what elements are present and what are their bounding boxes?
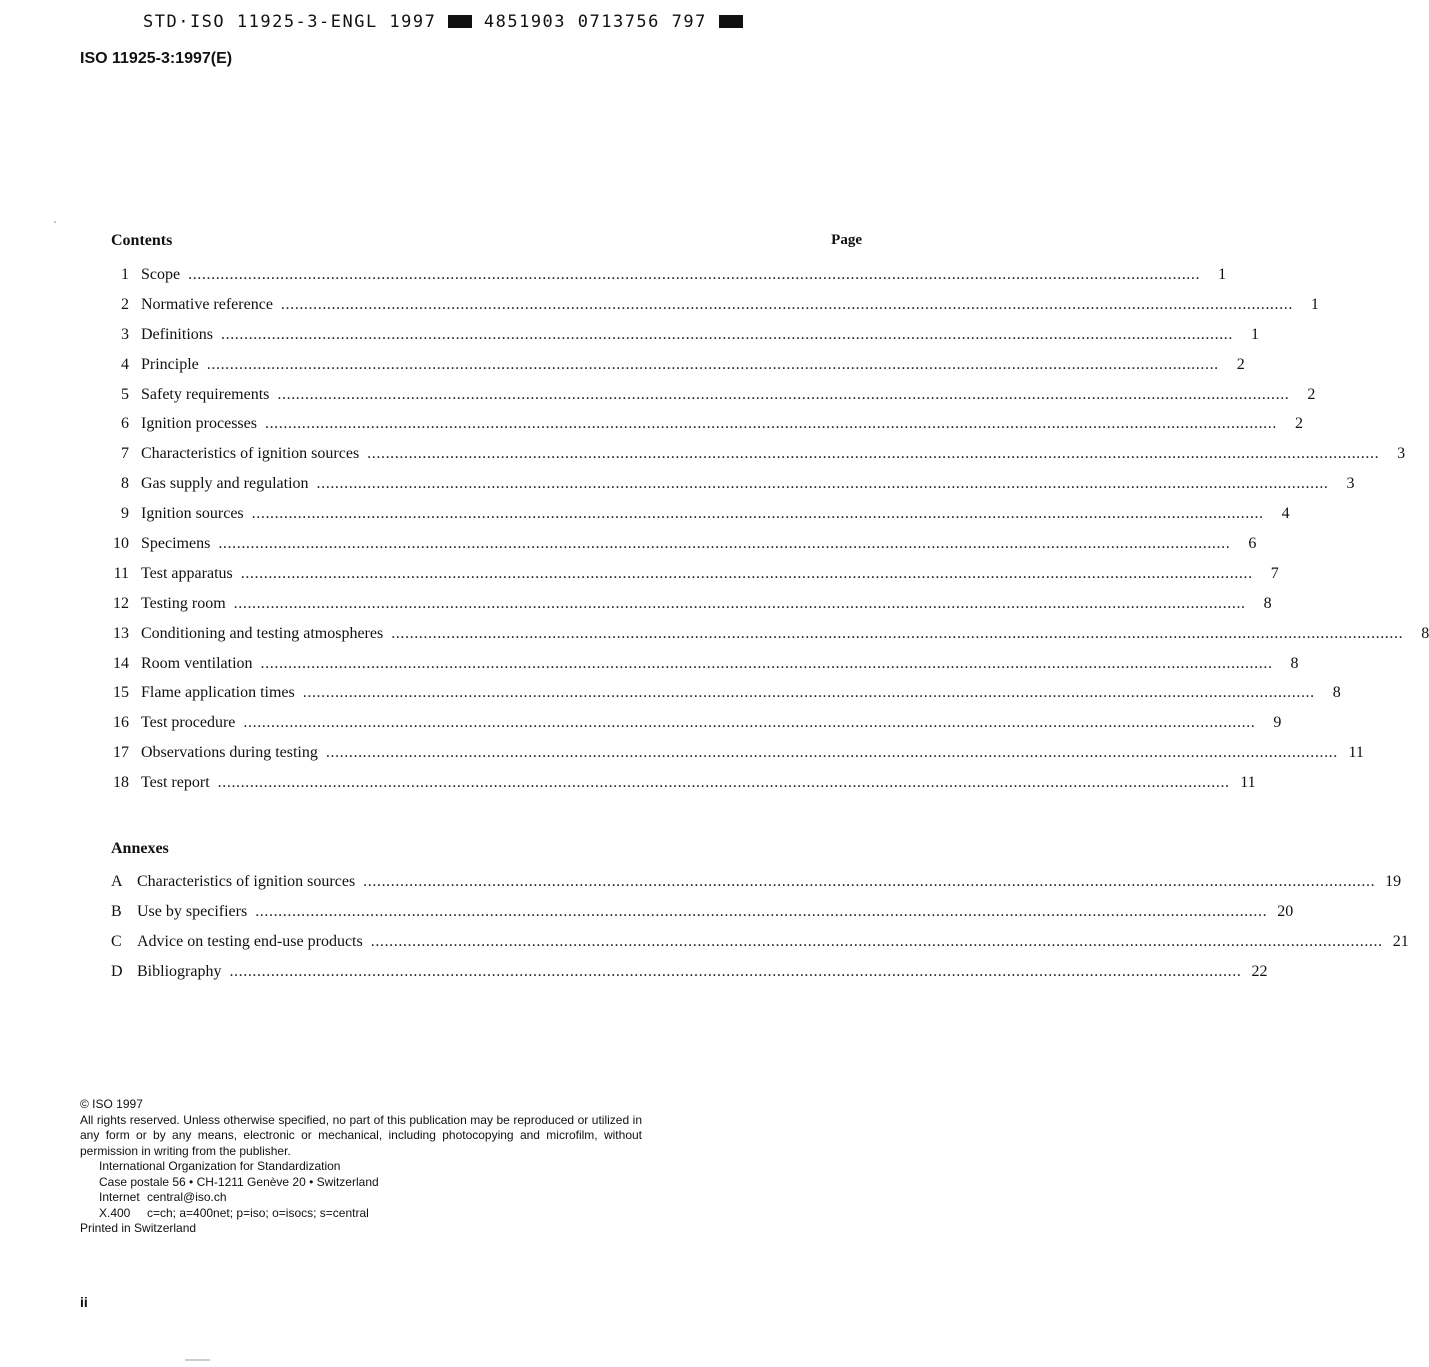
toc-entry-page: 11 bbox=[1348, 744, 1364, 762]
toc-entry-number: 15 bbox=[113, 684, 129, 702]
toc-entry-page: 7 bbox=[1270, 564, 1279, 582]
toc-entry-page: 20 bbox=[1277, 902, 1294, 920]
dot-leader: ............................................................................................................................................................................................................................ bbox=[251, 505, 1264, 523]
toc-entry-title: Characteristics of ignition sources bbox=[141, 445, 360, 463]
dot-leader: ............................................................................................................................................................................................................................ bbox=[260, 654, 1273, 672]
printed-in: Printed in Switzerland bbox=[80, 1221, 197, 1235]
toc-entry-page: 22 bbox=[1251, 962, 1268, 980]
toc-entry-number: 18 bbox=[113, 774, 129, 792]
toc-entry-title: Normative reference bbox=[141, 295, 273, 313]
toc-entry-page: 1 bbox=[1310, 295, 1319, 313]
x400-value: c=ch; a=400net; p=iso; o=isocs; s=central bbox=[147, 1205, 369, 1220]
page-number: ii bbox=[80, 1294, 88, 1310]
toc-entry-number: 2 bbox=[121, 295, 129, 313]
toc-entry-title: Specimens bbox=[141, 535, 211, 553]
toc-entry-number: 5 bbox=[121, 385, 129, 403]
toc-entry-number: 11 bbox=[113, 564, 129, 582]
toc-entry-number: 1 bbox=[121, 266, 129, 283]
organization-name: International Organization for Standardization bbox=[99, 1159, 341, 1173]
toc-entry-page: 8 bbox=[1263, 594, 1272, 612]
dot-leader: ............................................................................................................................................................................................................................ bbox=[316, 475, 1329, 493]
toc-entry-page: 2 bbox=[1236, 355, 1245, 373]
toc-entry-number: D bbox=[111, 962, 123, 980]
document-id: ISO 11925-3:1997(E) bbox=[80, 50, 233, 67]
toc-entry-title: Observations during testing bbox=[141, 744, 318, 762]
toc-entry-page: 6 bbox=[1248, 535, 1257, 553]
dot-leader: ............................................................................................................................................................................................................................ bbox=[280, 295, 1293, 313]
rights-statement: All rights reserved. Unless otherwise specified, no part of this publication may be reproduced or utilized in any form or by any means, electronic or mechanical, including photocopying and microfilm, without permission in writing from the publisher. bbox=[80, 1112, 642, 1158]
toc-entry-number: C bbox=[111, 932, 122, 950]
dot-leader: ............................................................................................................................................................................................................................ bbox=[243, 714, 1256, 732]
toc-entry-number: 10 bbox=[113, 535, 129, 553]
scan-speck bbox=[54, 221, 56, 223]
toc-entry-title: Room ventilation bbox=[141, 654, 253, 672]
toc-entry-page: 2 bbox=[1294, 415, 1303, 433]
toc-entry-title: Test apparatus bbox=[141, 564, 233, 582]
toc-entry-number: A bbox=[111, 873, 123, 890]
contents-title: Contents bbox=[111, 232, 173, 249]
dot-leader: ............................................................................................................................................................................................................................ bbox=[277, 385, 1290, 403]
dot-leader: ............................................................................................................................................................................................................................ bbox=[218, 535, 1231, 553]
dot-leader: ............................................................................................................................................................................................................................ bbox=[188, 266, 1201, 283]
toc-entry-page: 8 bbox=[1290, 654, 1299, 672]
header-code-middle: 4851903 0713756 797 bbox=[483, 12, 707, 32]
toc-entry-page: 2 bbox=[1307, 385, 1316, 403]
toc-entry-title: Definitions bbox=[141, 325, 213, 343]
dot-leader: ............................................................................................................................................................................................................................ bbox=[363, 873, 1376, 890]
dot-leader: ............................................................................................................................................................................................................................ bbox=[255, 902, 1268, 920]
internet-label: Internet bbox=[99, 1190, 140, 1204]
x400-label: X.400 bbox=[99, 1205, 131, 1220]
toc-entry-title: Advice on testing end-use products bbox=[137, 932, 363, 950]
toc-entry-page: 3 bbox=[1346, 475, 1355, 493]
toc-entry-number: 7 bbox=[121, 445, 129, 463]
toc-entry-page: 8 bbox=[1421, 624, 1429, 642]
toc-entry-title: Use by specifiers bbox=[137, 902, 248, 920]
dot-leader: ............................................................................................................................................................................................................................ bbox=[206, 355, 1219, 373]
dot-leader: ............................................................................................................................................................................................................................ bbox=[221, 325, 1233, 343]
header-code-prefix: STD·ISO 11925-3-ENGL 1997 bbox=[143, 12, 437, 32]
toc-entry-page: 1 bbox=[1251, 325, 1259, 343]
toc-entry-title: Test procedure bbox=[141, 714, 236, 732]
toc-entry-page: 9 bbox=[1273, 714, 1282, 732]
toc-entry-number: 3 bbox=[121, 325, 129, 343]
dot-leader: ............................................................................................................................................................................................................................ bbox=[302, 684, 1315, 702]
dot-leader: ............................................................................................................................................................................................................................ bbox=[391, 624, 1404, 642]
toc-entry-title: Bibliography bbox=[137, 962, 222, 980]
dot-leader: ............................................................................................................................................................................................................................ bbox=[370, 932, 1383, 950]
toc-entry-number: 4 bbox=[121, 355, 129, 373]
toc-entry-page: 8 bbox=[1332, 684, 1341, 702]
toc-entry-page: 3 bbox=[1397, 445, 1406, 463]
toc-entry-title: Flame application times bbox=[141, 684, 295, 702]
dot-leader: ............................................................................................................................................................................................................................ bbox=[325, 744, 1338, 762]
toc-entry-title: Safety requirements bbox=[141, 385, 270, 403]
toc-entry-title: Gas supply and regulation bbox=[141, 475, 309, 493]
postal-address: Case postale 56 • CH-1211 Genève 20 • Switzerland bbox=[99, 1174, 379, 1189]
toc-entry-number: 13 bbox=[113, 624, 129, 642]
annexes-title: Annexes bbox=[111, 840, 169, 857]
toc-entry-page: 1 bbox=[1218, 266, 1227, 283]
toc-entry-title: Conditioning and testing atmospheres bbox=[141, 624, 384, 642]
toc-entry-page: 19 bbox=[1385, 873, 1402, 890]
internet-value: central@iso.ch bbox=[147, 1190, 227, 1204]
page-column-heading: Page bbox=[831, 232, 862, 248]
dot-leader: ............................................................................................................................................................................................................................ bbox=[264, 415, 1277, 433]
dot-leader: ............................................................................................................................................................................................................................ bbox=[367, 445, 1380, 463]
dot-leader: ............................................................................................................................................................................................................................ bbox=[240, 564, 1253, 582]
toc-entry-number: 9 bbox=[121, 505, 129, 523]
copyright-line: © ISO 1997 bbox=[80, 1097, 143, 1111]
toc-entry-title: Testing room bbox=[141, 594, 226, 612]
toc-entry-number: 17 bbox=[113, 744, 129, 762]
dot-leader: ............................................................................................................................................................................................................................ bbox=[233, 594, 1246, 612]
toc-entry-page: 4 bbox=[1281, 505, 1290, 523]
toc-entry-number: 6 bbox=[121, 415, 129, 433]
dot-leader: ............................................................................................................................................................................................................................ bbox=[229, 962, 1242, 980]
toc-entry-title: Ignition sources bbox=[141, 505, 244, 523]
toc-entry-title: Characteristics of ignition sources bbox=[137, 873, 356, 890]
dot-leader: ............................................................................................................................................................................................................................ bbox=[217, 774, 1230, 792]
toc-entry-number: 16 bbox=[113, 714, 129, 732]
toc-entry-page: 21 bbox=[1392, 932, 1409, 950]
toc-entry-title: Principle bbox=[141, 355, 199, 373]
toc-entry-title: Ignition processes bbox=[141, 415, 257, 433]
toc-entry-number: 8 bbox=[121, 475, 129, 493]
toc-entry-title: Scope bbox=[141, 266, 181, 283]
toc-entry-title: Test report bbox=[141, 774, 210, 792]
toc-entry-page: 11 bbox=[1240, 774, 1256, 792]
toc-entry-number: 14 bbox=[113, 654, 129, 672]
toc-entry-number: B bbox=[111, 902, 122, 920]
toc-entry-number: 12 bbox=[113, 594, 129, 612]
